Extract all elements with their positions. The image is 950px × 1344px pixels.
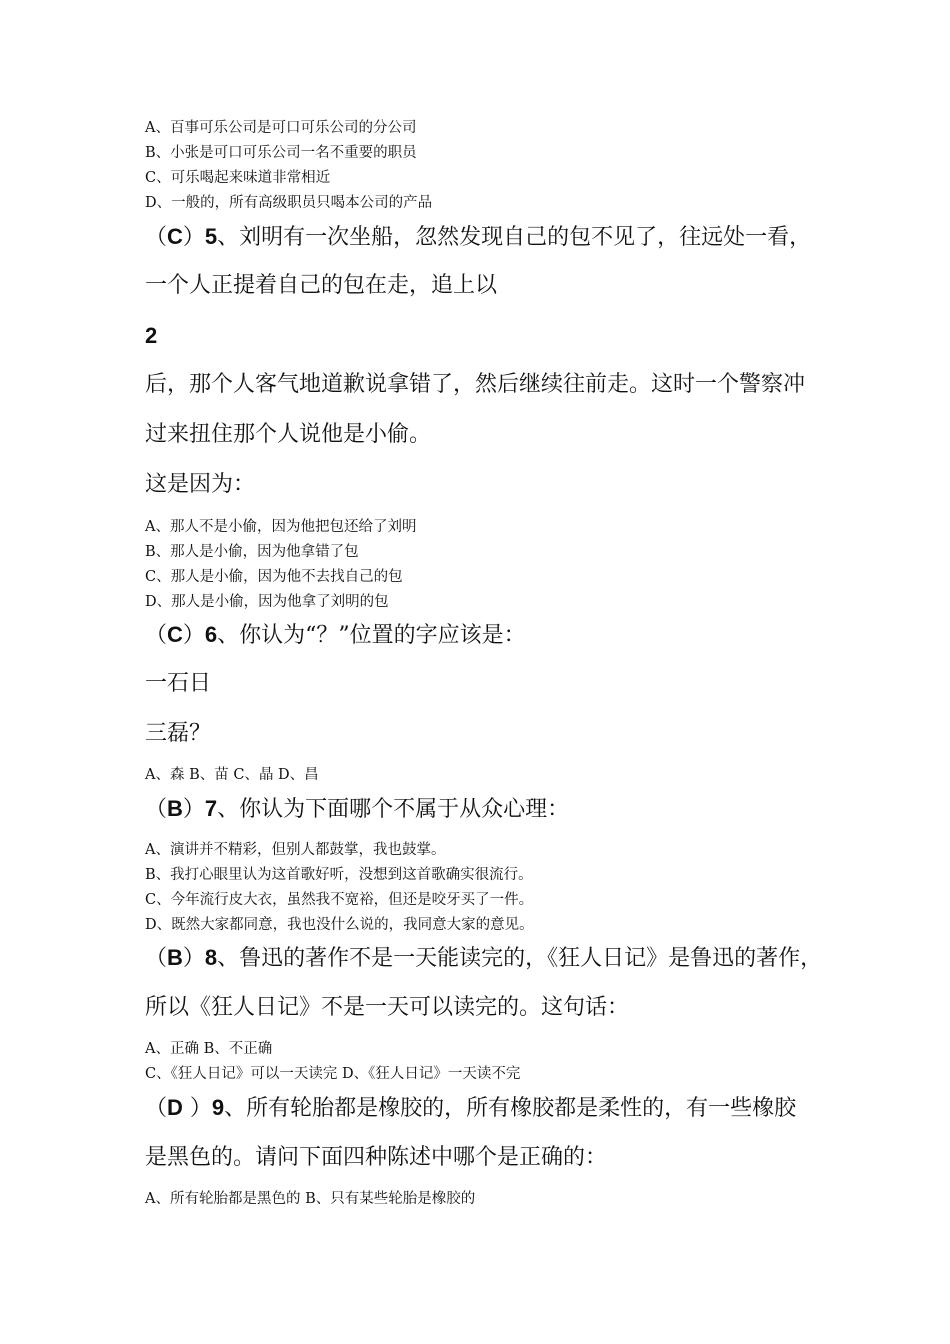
q7-heading — [145, 794, 569, 825]
q8-number: 8 — [204, 945, 218, 970]
q5-text: 、刘明有一次坐船，忽然发现自己的包不见了，往远处一看， — [217, 225, 812, 250]
q9-close-paren: ） — [182, 1096, 212, 1121]
q8-text: 、鲁迅的著作不是一天能读完的，《狂人日记》是鲁迅的著作， — [217, 946, 823, 971]
q7-option-b: B、我打心眼里认为这首歌好听，没想到这首歌确实很流行。 — [145, 867, 533, 883]
q6-open-paren: （ — [145, 623, 168, 648]
q7-text: 、你认为下面哪个不属于从众心理： — [217, 797, 570, 822]
q5-close-paren: ） — [182, 225, 205, 250]
q6-heading — [145, 620, 526, 651]
q4-option-b: B、小张是可口可乐公司一名不重要的职员 — [145, 145, 417, 161]
q4-option-c: C、可乐喝起来味道非常相近 — [145, 170, 331, 186]
q9-number: 9 — [211, 1095, 225, 1120]
q5-line2: 一个人正提着自己的包在走，追上以 — [145, 273, 498, 298]
q5-line3: 后，那个人客气地道歉说拿错了，然后继续往前走。这时一个警察冲 — [145, 372, 806, 397]
q7-option-c: C、今年流行皮大衣，虽然我不宽裕，但还是咬牙买了一件。 — [145, 892, 534, 908]
q5-number: 5 — [204, 224, 218, 249]
q7-close-paren: ） — [182, 797, 205, 822]
q4-option-d: D、一般的，所有高级职员只喝本公司的产品 — [145, 195, 433, 211]
q8-open-paren: （ — [145, 946, 168, 971]
q5-answer: C — [167, 224, 183, 249]
q6-row1: 一石日 — [145, 671, 212, 696]
q8-close-paren: ） — [182, 946, 205, 971]
q6-options: A、森 B、苗 C、晶 D、昌 — [145, 767, 319, 783]
q7-answer: B — [167, 796, 183, 821]
q5-option-b: B、那人是小偷，因为他拿错了包 — [145, 544, 359, 560]
q7-option-d: D、既然大家都同意，我也没什么说的，我同意大家的意见。 — [145, 917, 534, 933]
q5-line4: 过来扭住那个人说他是小偷。 — [145, 422, 432, 447]
q8-option-cd: C、《狂人日记》可以一天读完 D、《狂人日记》一天读不完 — [145, 1066, 521, 1082]
page-number: 2 — [145, 323, 158, 348]
q9-answer: D — [167, 1095, 183, 1120]
q5-open-paren: （ — [145, 225, 168, 250]
q9-open-paren: （ — [145, 1096, 168, 1121]
q5-option-a: A、那人不是小偷，因为他把包还给了刘明 — [145, 519, 417, 535]
q6-number: 6 — [204, 622, 218, 647]
q9-text: 、所有轮胎都是橡胶的，所有橡胶都是柔性的，有一些橡胶 — [224, 1096, 797, 1121]
q7-number: 7 — [204, 796, 218, 821]
q7-option-a: A、演讲并不精彩，但别人都鼓掌，我也鼓掌。 — [145, 842, 446, 858]
q4-option-a: A、百事可乐公司是可口可乐公司的分公司 — [145, 120, 417, 136]
q6-close-paren: ） — [182, 623, 205, 648]
q6-text: 、你认为“？”位置的字应该是： — [217, 623, 526, 648]
q5-heading — [145, 222, 811, 253]
q6-row2: 三磊？ — [145, 721, 212, 746]
q7-open-paren: （ — [145, 797, 168, 822]
q9-option-ab: A、所有轮胎都是黑色的 B、只有某些轮胎是橡胶的 — [145, 1191, 476, 1207]
q8-answer: B — [167, 945, 183, 970]
q8-option-ab: A、正确 B、不正确 — [145, 1041, 273, 1057]
q5-option-d: D、那人是小偷，因为他拿了刘明的包 — [145, 594, 389, 610]
q5-line5: 这是因为： — [145, 472, 256, 497]
q6-answer: C — [167, 622, 183, 647]
q9-line2: 是黑色的。请问下面四种陈述中哪个是正确的： — [145, 1145, 608, 1170]
q8-heading — [145, 943, 822, 974]
q9-heading — [145, 1093, 796, 1124]
q5-option-c: C、那人是小偷，因为他不去找自己的包 — [145, 569, 403, 585]
q8-line2: 所以《狂人日记》不是一天可以读完的。这句话： — [145, 995, 630, 1020]
